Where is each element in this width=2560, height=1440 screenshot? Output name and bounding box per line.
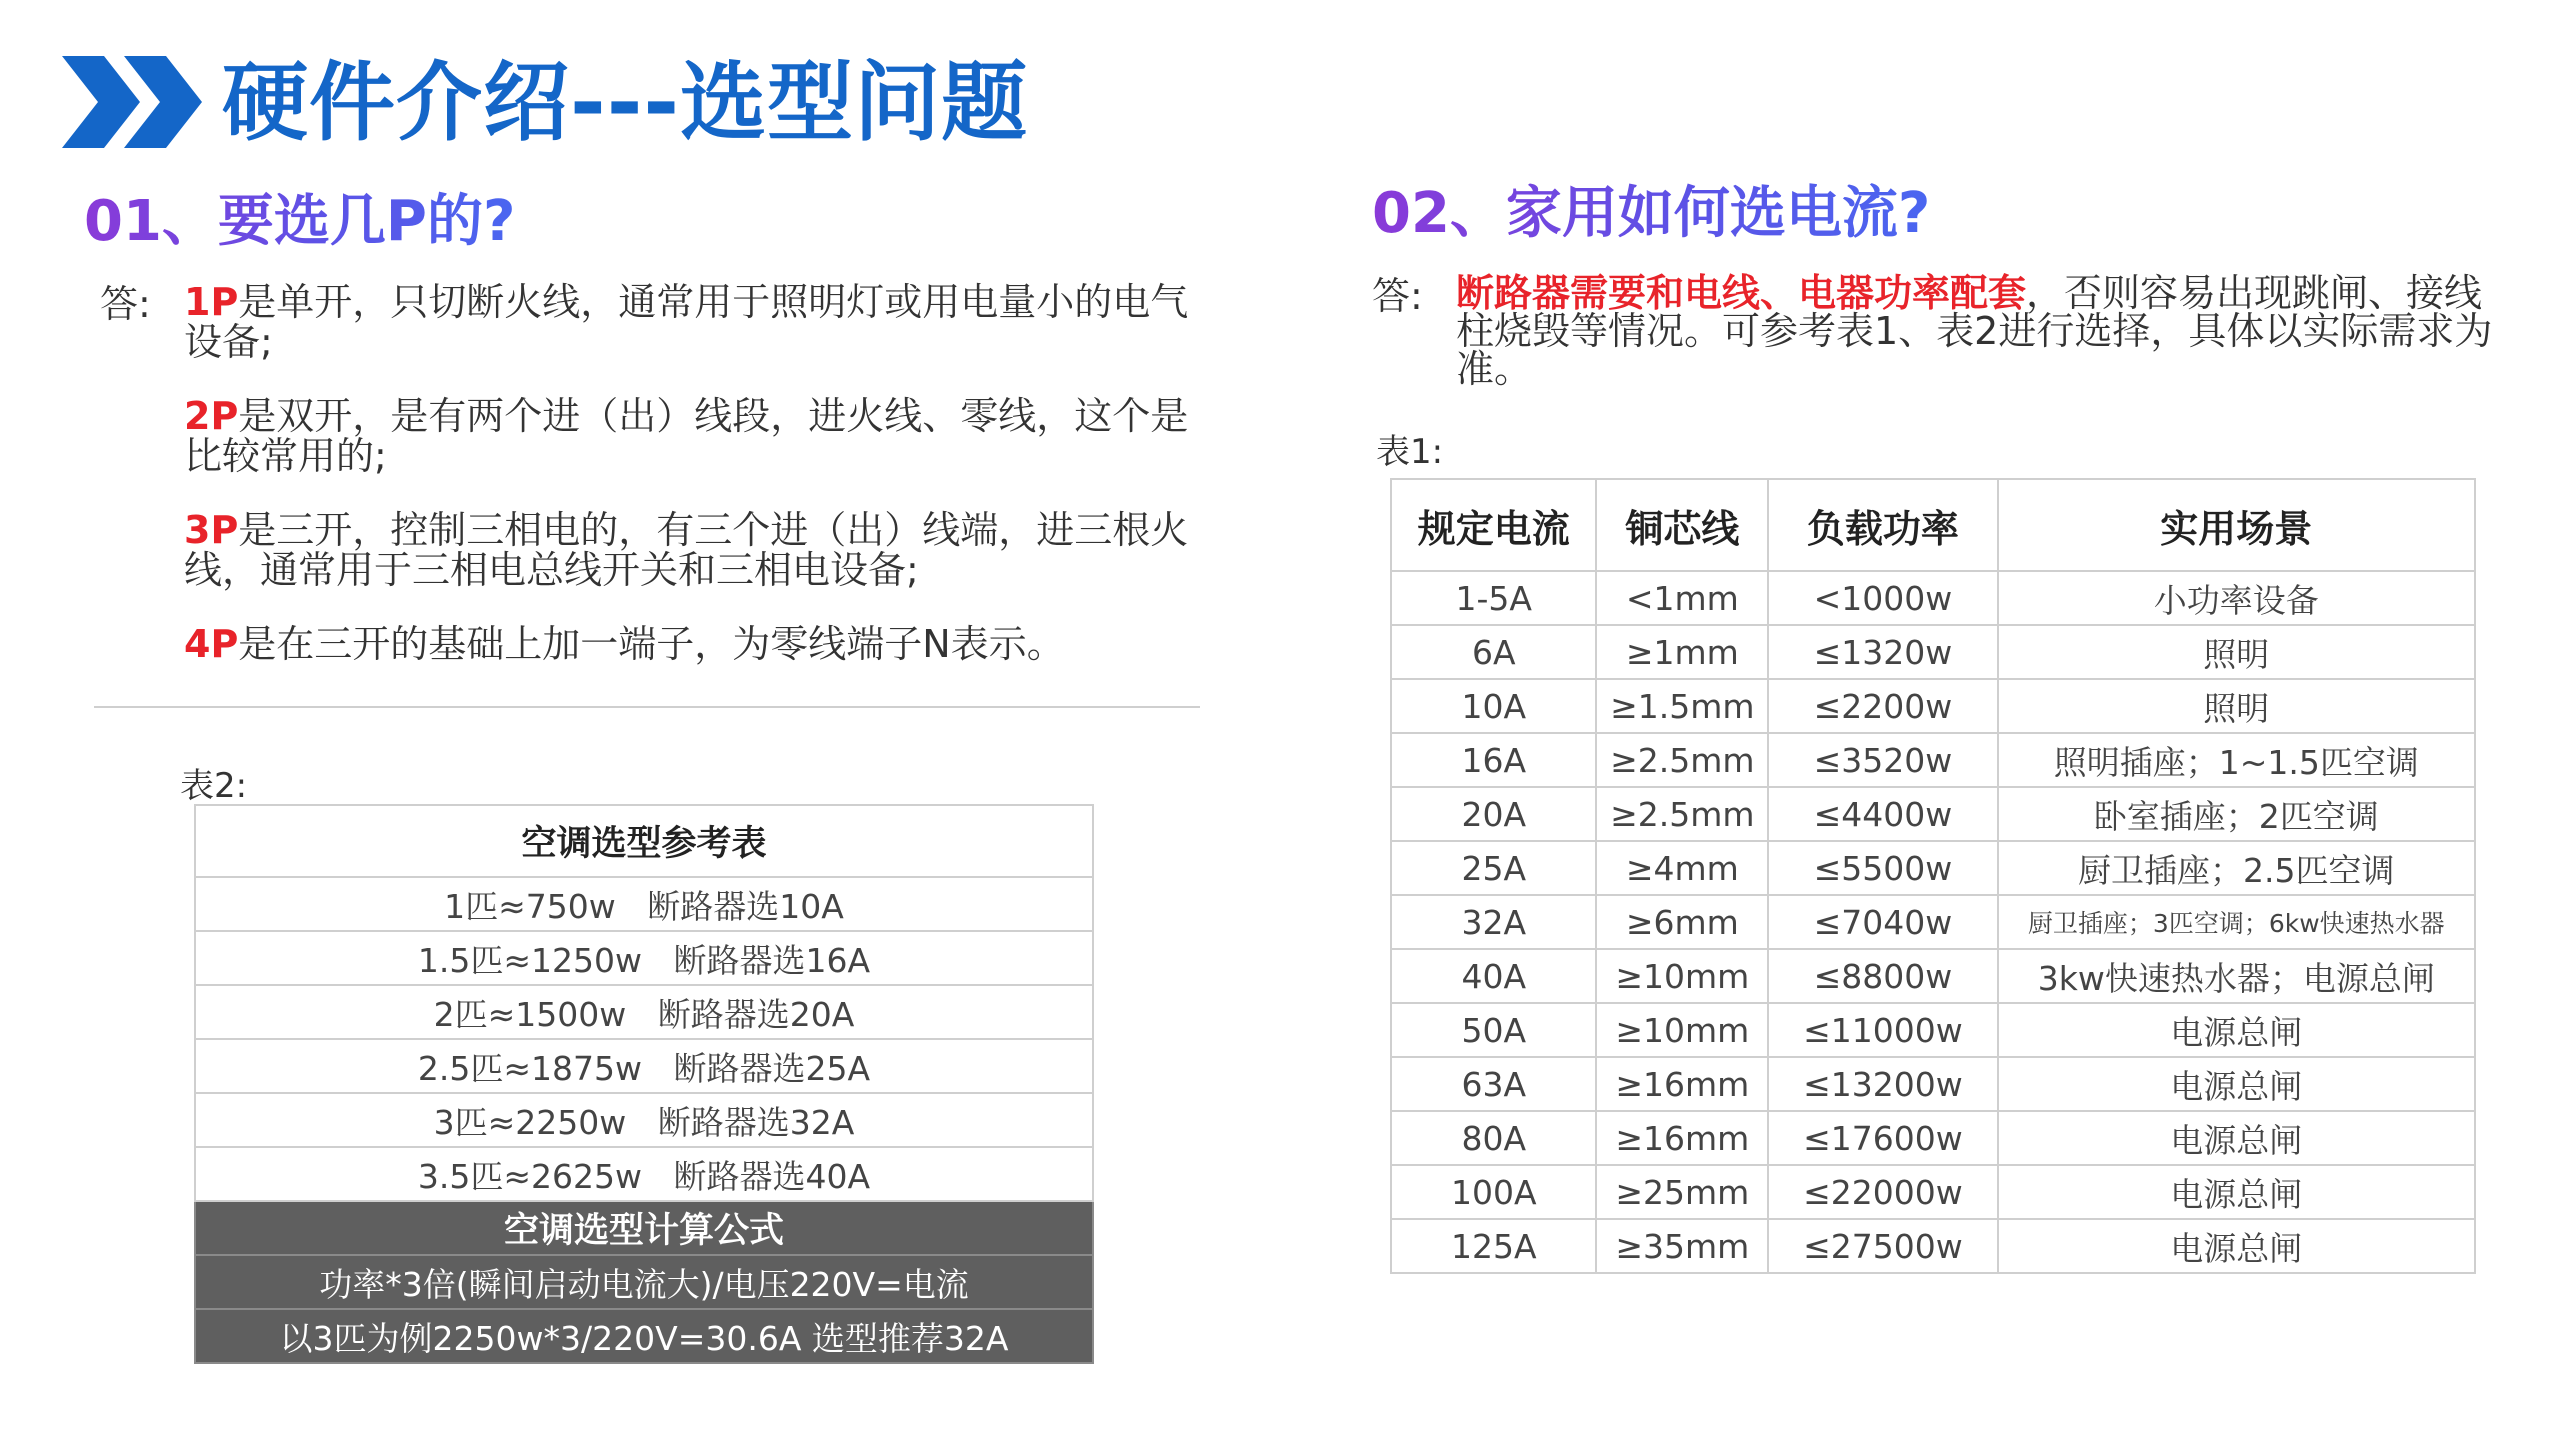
cell-current: 6A — [1391, 625, 1596, 679]
cell-current: 32A — [1391, 895, 1596, 949]
cell-power: ≤5500w — [1768, 841, 1997, 895]
table2-title: 空调选型参考表 — [195, 805, 1093, 877]
header-usage-scenario: 实用场景 — [1998, 479, 2475, 571]
q2-heading: 02、家用如何选电流? — [1372, 178, 1930, 250]
cell-current: 25A — [1391, 841, 1596, 895]
section-divider — [94, 706, 1200, 708]
table-row — [1391, 1165, 2475, 1219]
q1-item-2p — [184, 396, 1204, 476]
cell-scenario: 电源总闸 — [1998, 1057, 2475, 1111]
ac-breaker: 断路器选40A — [673, 1156, 871, 1196]
cell-current: 63A — [1391, 1057, 1596, 1111]
q2-answer-text: ，否则容易出现跳闸、接线柱烧毁等情况。可参考表1、表2进行选择，具体以实际需求为准。 — [1456, 271, 2493, 391]
cell-wire: ≥1mm — [1596, 625, 1768, 679]
table-row — [1391, 895, 2475, 949]
header-rated-current: 规定电流 — [1391, 479, 1596, 571]
cell-current: 1-5A — [1391, 571, 1596, 625]
ac-breaker: 断路器选32A — [657, 1102, 855, 1142]
cell-current: 10A — [1391, 679, 1596, 733]
ac-breaker: 断路器选25A — [673, 1048, 871, 1088]
table-row — [195, 1093, 1093, 1147]
table-header-row — [1391, 479, 2475, 571]
cell-current: 50A — [1391, 1003, 1596, 1057]
ac-power: 1匹≈750w — [444, 886, 616, 926]
cell-current: 40A — [1391, 949, 1596, 1003]
table-row — [195, 1039, 1093, 1093]
cell-wire: ≥2.5mm — [1596, 733, 1768, 787]
pole-code-2p: 2P — [184, 394, 239, 438]
page-title: 硬件介绍---选型问题 — [222, 53, 1029, 153]
cell-power: ≤1320w — [1768, 625, 1997, 679]
pole-text-3p: 是三开，控制三相电的，有三个进（出）线端，进三根火线，通常用于三相电总线开关和三相电设备; — [184, 508, 1189, 592]
cell-current: 16A — [1391, 733, 1596, 787]
cell-power: ≤27500w — [1768, 1219, 1997, 1273]
cell-current: 80A — [1391, 1111, 1596, 1165]
cell-wire: ≥16mm — [1596, 1111, 1768, 1165]
ac-power: 3匹≈2250w — [433, 1102, 627, 1142]
table-row — [1391, 679, 2475, 733]
cell-wire: ≥10mm — [1596, 949, 1768, 1003]
cell-power: ≤22000w — [1768, 1165, 1997, 1219]
header-copper-wire: 铜芯线 — [1596, 479, 1768, 571]
q1-item-3p — [184, 510, 1204, 590]
cell-power: ≤11000w — [1768, 1003, 1997, 1057]
cell-scenario: 电源总闸 — [1998, 1003, 2475, 1057]
q1-heading: 01、要选几P的? — [84, 186, 515, 258]
q2-answer — [1456, 271, 2496, 391]
ac-power: 3.5匹≈2625w — [417, 1156, 643, 1196]
table-row — [1391, 949, 2475, 1003]
formula-title-row — [195, 1201, 1093, 1255]
cell-power: <1000w — [1768, 571, 1997, 625]
table-row — [1391, 571, 2475, 625]
pole-text-2p: 是双开，是有两个进（出）线段，进火线、零线，这个是比较常用的; — [184, 394, 1189, 478]
example-row — [195, 1309, 1093, 1363]
ac-breaker: 断路器选16A — [673, 940, 871, 980]
table-row — [1391, 841, 2475, 895]
pole-text-4p: 是在三开的基础上加一端子，为零线端子N表示。 — [238, 622, 1065, 666]
header-load-power: 负载功率 — [1768, 479, 1997, 571]
cell-wire: ≥25mm — [1596, 1165, 1768, 1219]
q1-answer-prefix: 答: — [100, 282, 151, 326]
table-row — [195, 877, 1093, 931]
table-row — [1391, 625, 2475, 679]
ac-power: 2.5匹≈1875w — [417, 1048, 643, 1088]
cell-wire: ≥10mm — [1596, 1003, 1768, 1057]
formula-text: 功率*3倍(瞬间启动电流大)/电压220V=电流 — [195, 1255, 1093, 1309]
table2-caption: 表2: — [180, 766, 248, 806]
table-row — [1391, 787, 2475, 841]
table-row — [1391, 1111, 2475, 1165]
table1-caption: 表1: — [1376, 432, 1444, 472]
table-row — [195, 931, 1093, 985]
cell-power: ≤13200w — [1768, 1057, 1997, 1111]
cell-wire: ≥6mm — [1596, 895, 1768, 949]
cell-scenario: 照明插座；1~1.5匹空调 — [1998, 733, 2475, 787]
cell-current: 100A — [1391, 1165, 1596, 1219]
cell-power: ≤17600w — [1768, 1111, 1997, 1165]
table-row — [1391, 1219, 2475, 1273]
cell-power: ≤4400w — [1768, 787, 1997, 841]
cell-wire: ≥35mm — [1596, 1219, 1768, 1273]
table-header-row — [195, 805, 1093, 877]
cell-wire: ≥2.5mm — [1596, 787, 1768, 841]
double-chevron-icon — [62, 56, 204, 148]
pole-text-1p: 是单开，只切断火线，通常用于照明灯或用电量小的电气设备; — [184, 280, 1189, 364]
cell-scenario: 电源总闸 — [1998, 1219, 2475, 1273]
pole-code-1p: 1P — [184, 280, 239, 324]
cell-current: 20A — [1391, 787, 1596, 841]
q1-item-4p — [184, 624, 1204, 664]
cell-current: 125A — [1391, 1219, 1596, 1273]
cell-power: ≤2200w — [1768, 679, 1997, 733]
cell-scenario: 3kw快速热水器；电源总闸 — [1998, 949, 2475, 1003]
ac-power: 1.5匹≈1250w — [417, 940, 643, 980]
cell-scenario: 厨卫插座；3匹空调；6kw快速热水器 — [1998, 895, 2475, 949]
q2-highlight: 断路器需要和电线、电器功率配套 — [1456, 271, 2027, 315]
table-row — [1391, 1057, 2475, 1111]
cell-power: ≤3520w — [1768, 733, 1997, 787]
cell-power: ≤7040w — [1768, 895, 1997, 949]
ac-selection-table — [194, 804, 1094, 1364]
cell-scenario: 厨卫插座；2.5匹空调 — [1998, 841, 2475, 895]
cell-wire: ≥1.5mm — [1596, 679, 1768, 733]
formula-title: 空调选型计算公式 — [195, 1201, 1093, 1255]
ac-power: 2匹≈1500w — [433, 994, 627, 1034]
cell-wire: ≥16mm — [1596, 1057, 1768, 1111]
cell-power: ≤8800w — [1768, 949, 1997, 1003]
table-row — [195, 1147, 1093, 1201]
table-row — [1391, 1003, 2475, 1057]
cell-wire: ≥4mm — [1596, 841, 1768, 895]
pole-code-4p: 4P — [184, 622, 239, 666]
q2-answer-prefix: 答: — [1372, 274, 1423, 318]
table-row — [195, 985, 1093, 1039]
breaker-current-table — [1390, 478, 2476, 1274]
cell-scenario: 小功率设备 — [1998, 571, 2475, 625]
cell-scenario: 照明 — [1998, 625, 2475, 679]
cell-wire: <1mm — [1596, 571, 1768, 625]
q1-item-1p — [184, 282, 1204, 362]
ac-breaker: 断路器选10A — [647, 886, 844, 926]
cell-scenario: 电源总闸 — [1998, 1111, 2475, 1165]
table-row — [1391, 733, 2475, 787]
formula-example: 以3匹为例2250w*3/220V=30.6A 选型推荐32A — [195, 1309, 1093, 1363]
formula-row — [195, 1255, 1093, 1309]
pole-code-3p: 3P — [184, 508, 239, 552]
cell-scenario: 电源总闸 — [1998, 1165, 2475, 1219]
ac-breaker: 断路器选20A — [657, 994, 855, 1034]
cell-scenario: 卧室插座；2匹空调 — [1998, 787, 2475, 841]
cell-scenario: 照明 — [1998, 679, 2475, 733]
